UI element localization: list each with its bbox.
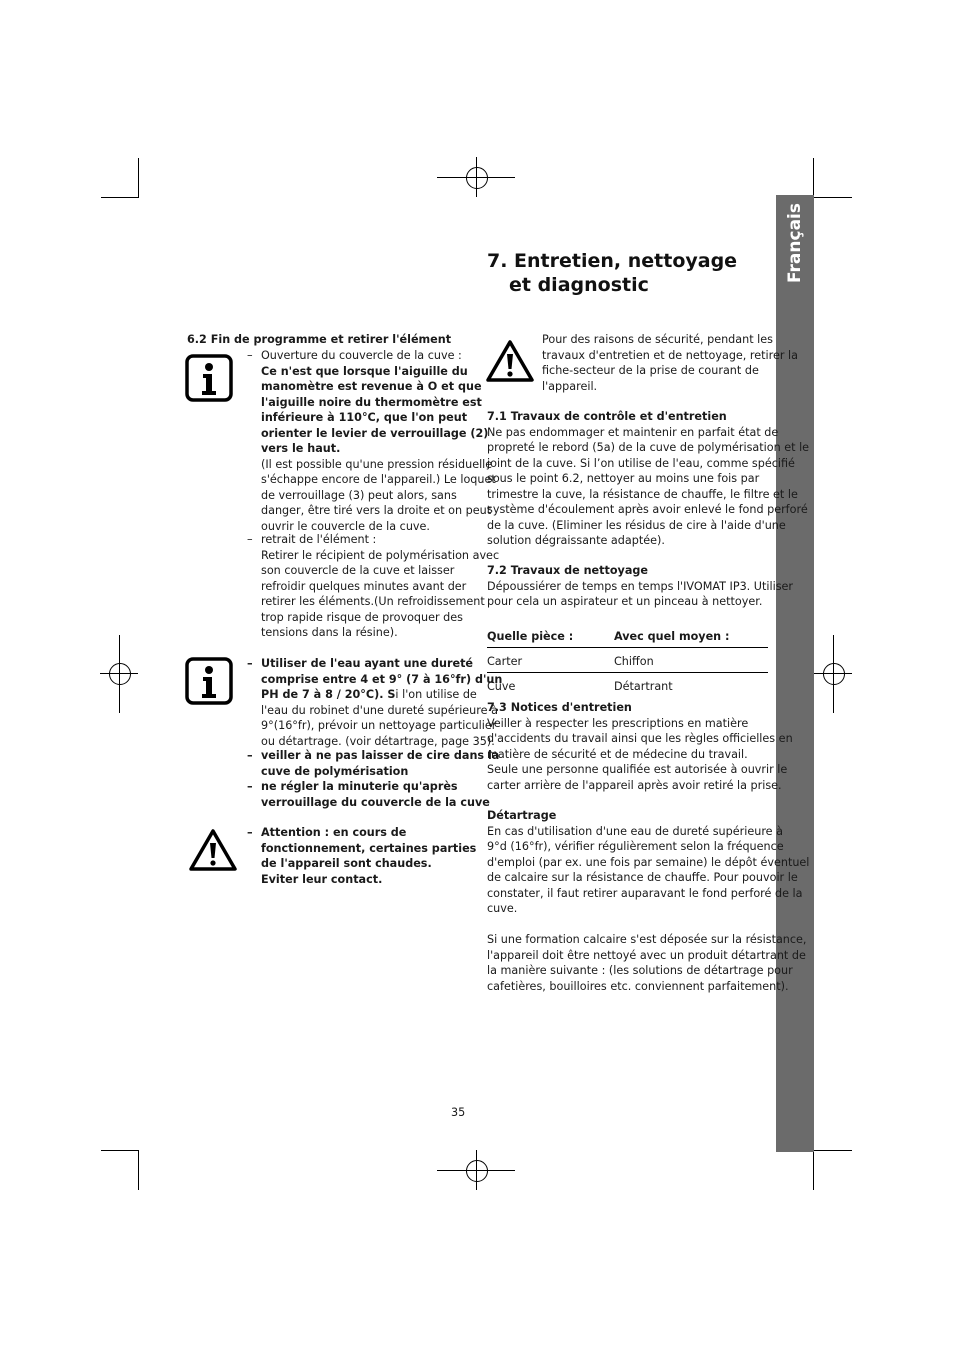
chapter-title-line-2: et diagnostic [509,274,649,296]
list-item: – ne régler la minuterie qu'après verrouillage du couvercle de la cuve [247,780,490,809]
table-header-cell: Avec quel moyen : [614,630,730,643]
section-7-2-heading: 7.2 Travaux de nettoyage [487,564,648,577]
section-7-1: 7.1 Travaux de contrôle et d'entretien Ne pas endommager et maintenir en parfait état de propreté le rebord (5a) de la cuve de polymérisation et le joint de la cuve. Si l’on utilise de l'eau, comme spécifié sous le point 6.2, nettoyer au moins une fois par trimestre la cuve, la résistance de chauffe, le filtre et le système d'écoulement après avoir enlevé le fond perforé de la cuve. (Eliminer les résidus de cire à l'aide d'une solution dégraissante adaptée). [487,410,810,547]
table-cell: Cuve [487,680,516,693]
hot-parts-warning: – Attention : en cours de fonctionnement, certaines parties de l'appareil sont chaudes. Eviter leur contact. [247,826,477,886]
info-icon [185,657,233,709]
info-icon [185,354,233,406]
table-header-cell: Quelle pièce : [487,630,574,643]
warning-icon [188,828,238,876]
descaling-section: Détartrage En cas d'utilisation d'une eau de dureté supérieure à 9°d (16°fr), vérifier régulièrement selon la fréquence d'emploi (par ex. une fois par semaine) le dépôt éventuel de calcaire sur la résistance de chauffe. Pour pouvoir le constater, il faut retirer auparavant le fond perforé de la cuve. Si une formation calcaire s'est déposée sur la résistance, l'appareil doit être nettoyé avec un produit détartrant de la manière suivante : (les solutions de détartrage pour cafetières, bouilloires etc. conviennent parfaitement). [487,809,810,993]
warning-icon [485,339,535,387]
table-cell: Détartrant [614,680,673,693]
table-header-row [487,627,768,648]
list-item: – veiller à ne pas laisser de cire dans la cuve de polymérisation [247,749,500,778]
list-item: – Ouverture du couvercle de la cuve : Ce n'est que lorsque l'aiguille du manomètre est revenue à O et que l'aiguille noire du thermomètre est inférieure à 110°C, que l'on peut orienter le levier de verrouillage (2) vers le haut. (Il est possible qu'une pression résiduelle s'échappe encore de l'appareil.) Le loquet de verrouillage (3) peut alors, sans danger, être tiré vers la droite et on peut ouvrir le couvercle de la cuve. [247,349,496,533]
section-7-3-heading: 7.3 Notices d'entretien [487,701,632,714]
table-row [487,648,768,673]
parts-table [487,627,768,697]
language-tab-label: Français [785,202,806,283]
descaling-heading: Détartrage [487,809,557,822]
section-7-1-heading: 7.1 Travaux de contrôle et d'entretien [487,410,727,423]
water-notice: – Utiliser de l'eau ayant une dureté comprise entre 4 et 9° (7 à 16°fr) d'un PH de 7 à 8 / 20°C). Si l'on utilise de l'eau du robinet d'une dureté supérieure à 9°(16°fr), prévoir un nettoyage particulier ou détartrage. (voir détartrage, page 35). [247,657,503,748]
chapter-title-line-1: 7. Entretien, nettoyage [487,250,738,272]
section-6-2-heading: 6.2 Fin de programme et retirer l'élément [187,333,452,346]
table-cell: Carter [487,655,523,668]
section-7-3: 7.3 Notices d'entretien Veiller à respecter les prescriptions en matière d'accidents du travail ainsi que les règles officielles en matière de sécurité et de médecine du travail. Seule une personne qualifiée est autorisée à ouvrir le carter arrière de l'appareil après avoir retiré la prise. [487,701,793,792]
list-item: – retrait de l'élément : Retirer le récipient de polymérisation avec son couvercle de la cuve et laisser refroidir quelques minutes avant der retirer les éléments.(Un refroidissement trop rapide risque de provoquer des tensions dans la résine). [247,533,500,639]
table-cell: Chiffon [614,655,654,668]
safety-warning-text: Pour des raisons de sécurité, pendant les travaux d'entretien et de nettoyage, retirer la fiche-secteur de la prise de courant de l'appareil. [542,333,799,393]
page-number: 35 [451,1106,466,1119]
chapter-title [487,249,737,297]
section-7-2: 7.2 Travaux de nettoyage Dépoussiérer de temps en temps l'IVOMAT IP3. Utiliser pour cela un aspirateur et un pinceau à nettoyer. [487,564,794,608]
table-row [487,673,768,698]
